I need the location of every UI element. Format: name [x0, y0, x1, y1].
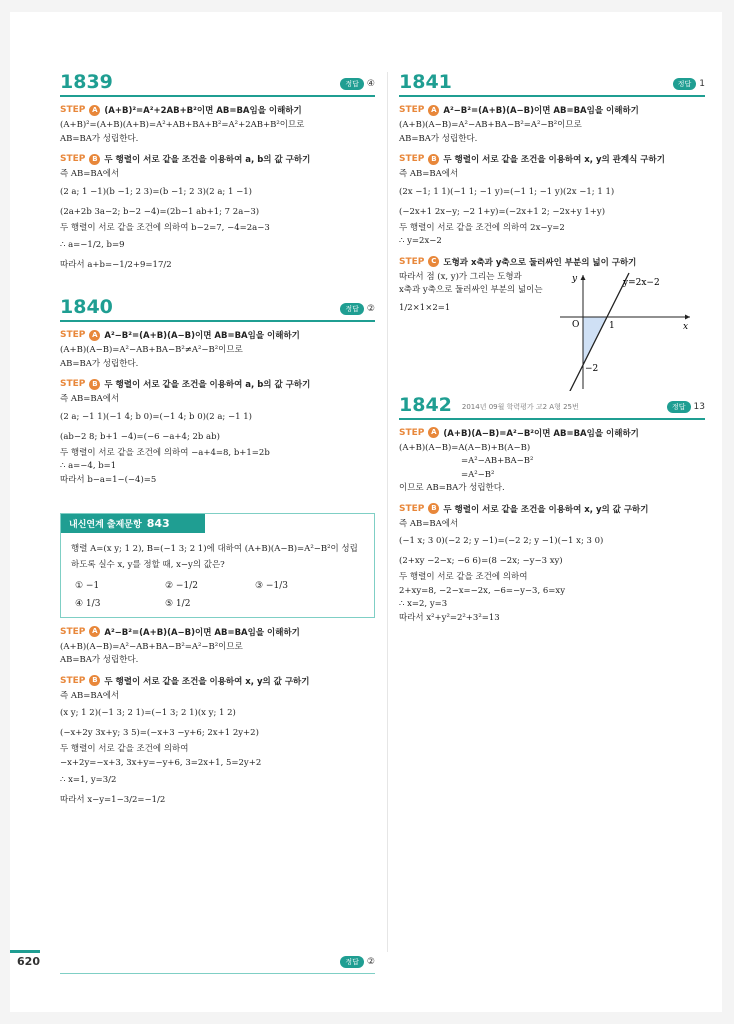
answer-value: ② [366, 304, 375, 314]
step-b [60, 378, 375, 390]
linked-problem-box [60, 513, 375, 618]
step-label: STEP [60, 330, 86, 340]
step-label: STEP [399, 154, 425, 164]
solution-line: (A+B)(A−B)=A²−AB+BA−B²=A²−B²이므로 [399, 120, 582, 130]
step-label: STEP [399, 105, 425, 115]
step-title: 두 행렬이 서로 같을 조건을 이용하여 a, b의 값 구하기 [104, 380, 311, 390]
option-5[interactable]: ⑤ 1/2 [165, 598, 191, 609]
step-a [60, 329, 375, 341]
step-title: (A+B)(A−B)=A²−B²이면 AB=BA임을 이해하기 [443, 428, 639, 439]
origin-label: O [572, 319, 580, 330]
step-a [399, 104, 705, 116]
solution-line: (−x+2y 3x+y; 3 5)=(−x+3 −y+6; 2x+1 2y+2) [60, 728, 259, 738]
solution-line: 두 행렬이 서로 같을 조건에 의하여 [60, 744, 189, 754]
problem-header [399, 395, 705, 420]
problem-1842 [399, 395, 705, 626]
step-title: A²−B²=(A+B)(A−B)이면 AB=BA임을 이해하기 [104, 331, 300, 341]
step-a [60, 104, 375, 116]
step-c [399, 256, 705, 268]
problem-header [60, 72, 375, 97]
step-badge: B [428, 503, 439, 514]
step-label: STEP [399, 427, 425, 438]
step-title: 도형과 x축과 y축으로 둘러싸인 부분의 넓이 구하기 [443, 257, 637, 268]
solution-line: (ab−2 8; b+1 −4)=(−6 −a+4; 2b ab) [60, 431, 220, 442]
step-title: A²−B²=(A+B)(A−B)이면 AB=BA임을 이해하기 [104, 627, 300, 638]
solution-line: (−2x+1 2x−y; −2 1+y)=(−2x+1 2; −2x+y 1+y) [399, 206, 606, 217]
step-title: 두 행렬이 서로 같을 조건을 이용하여 x, y의 값 구하기 [104, 676, 310, 687]
solution-line: AB=BA가 성립한다. [60, 133, 139, 144]
linked-problem-header [61, 514, 205, 533]
step-badge: B [428, 154, 439, 165]
right-column [399, 72, 705, 625]
step-label: STEP [60, 379, 86, 389]
solution-line: AB=BA가 성립한다. [399, 133, 478, 144]
step-badge: B [89, 379, 100, 390]
problem-header [60, 297, 375, 322]
linked-number: 843 [146, 517, 170, 530]
problem-1841 [399, 72, 705, 391]
solution-line: 두 행렬이 서로 같을 조건에 의하여 [399, 572, 528, 582]
answer-chip: 정답 [673, 78, 697, 90]
solution-line: ∴ x=2, y=3 [399, 599, 448, 609]
step-badge: B [89, 675, 100, 686]
solution-line: =A²−B² [461, 469, 495, 480]
linked-solution [60, 626, 375, 811]
step-badge: A [89, 105, 100, 116]
step-title: (A+B)²=A²+2AB+B²이면 AB=BA임을 이해하기 [104, 106, 302, 116]
step-badge: A [428, 427, 439, 438]
page-number: 620 [10, 950, 40, 968]
y-intercept-label: −2 [585, 363, 599, 374]
problem-1840 [60, 297, 375, 487]
solution-line: 두 행렬이 서로 같을 조건에 의하여 b−2=7, −4=2a−3 [60, 222, 270, 233]
solution-line: 이므로 AB=BA가 성립한다. [399, 483, 505, 493]
answer [340, 303, 375, 315]
step-label: STEP [60, 626, 86, 637]
area-text [399, 271, 549, 391]
step-badge: A [89, 626, 100, 637]
step-a [60, 626, 375, 638]
solution-line: (2 a; −1 1)(−1 4; b 0)=(−1 4; b 0)(2 a; −1 1) [60, 411, 252, 422]
step-b [399, 503, 705, 515]
step-title: 두 행렬이 서로 같을 조건을 이용하여 x, y의 관계식 구하기 [443, 155, 665, 165]
answer-chip: 정답 [340, 303, 364, 315]
y-axis-label: y [572, 273, 578, 284]
solution-line: (x y; 1 2)(−1 3; 2 1)=(−1 3; 2 1)(x y; 1 2) [60, 708, 236, 718]
answer-chip: 정답 [340, 78, 364, 90]
linked-problem-body [61, 533, 374, 617]
step-title: 두 행렬이 서로 같을 조건을 이용하여 x, y의 값 구하기 [443, 504, 649, 515]
problem-source: 2014년 09월 학력평가 고2 A형 25번 [461, 402, 579, 411]
solution-line: 즉 AB=BA에서 [399, 169, 459, 179]
solution-line: ∴ a=−1/2, b=9 [60, 240, 125, 250]
step-badge: A [428, 105, 439, 116]
solution-line: −x+2y=−x+3, 3x+y=−y+6, 3=2x+1, 5=2y+2 [60, 757, 262, 768]
answer-value: 13 [693, 401, 705, 412]
x-intercept-label: 1 [609, 320, 615, 331]
x-axis-label: x [683, 321, 689, 332]
solution-line: =A²−AB+BA−B² [461, 456, 534, 466]
answer-chip: 정답 [667, 401, 691, 413]
linked-answer-row [60, 956, 375, 974]
problem-number: 1840 [60, 296, 113, 318]
solution-line: 두 행렬이 서로 같을 조건에 의하여 −a+4=8, b+1=2b [60, 447, 270, 458]
step-label: STEP [60, 675, 86, 686]
solution-line: 따라서 x−y=1−3/2=−1/2 [60, 795, 166, 805]
solution-line: 따라서 a+b=−1/2+9=17/2 [60, 260, 172, 270]
step-title: 두 행렬이 서로 같을 조건을 이용하여 a, b의 값 구하기 [104, 155, 311, 165]
answer [340, 956, 375, 968]
problem-number: 1841 [399, 71, 452, 93]
solution-line: 즉 AB=BA에서 [399, 518, 459, 529]
solution-line: (2 a; 1 −1)(b −1; 2 3)=(b −1; 2 3)(2 a; 1 −1) [60, 186, 252, 197]
solution-line: (A+B)(A−B)=A²−AB+BA−B²≠A²−B²이므로 [60, 345, 243, 355]
option-3[interactable]: ③ −1/3 [255, 580, 288, 591]
step-badge: B [89, 154, 100, 165]
solution-line: 즉 AB=BA에서 [60, 169, 120, 179]
solution-line: 두 행렬이 서로 같을 조건에 의하여 2x−y=2 [399, 222, 565, 233]
solution-line: 따라서 점 (x, y)가 그리는 도형과 [399, 271, 522, 282]
solution-page [10, 12, 722, 1012]
step-b [60, 153, 375, 165]
step-b [399, 153, 705, 165]
solution-line: (2x −1; 1 1)(−1 1; −1 y)=(−1 1; −1 y)(2x −1; 1 1) [399, 186, 615, 197]
column-divider [387, 72, 388, 952]
solution-line: ∴ x=1, y=3/2 [60, 775, 117, 785]
step-label: STEP [399, 256, 425, 267]
solution-line: ∴ a=−4, b=1 [60, 461, 117, 471]
solution-line: 즉 AB=BA에서 [60, 690, 120, 701]
option-1[interactable]: ① −1 [75, 580, 100, 591]
question-line: 행렬 A=(x y; 1 2), B=(−1 3; 2 1)에 대하여 (A+B)(A−B)=A²−B²이 성립 [71, 544, 358, 554]
solution-line: (2+xy −2−x; −6 6)=(8 −2x; −y−3 xy) [399, 556, 563, 566]
graph-equation: y=2x−2 [623, 277, 660, 288]
answer-value: ② [366, 957, 375, 967]
solution-line: 1/2×1×2=1 [399, 302, 451, 313]
linked-label: 내신연계 출제문항 [69, 520, 142, 530]
y-axis-arrow [581, 275, 586, 280]
problem-header [399, 72, 705, 97]
solution-line: 즉 AB=BA에서 [60, 394, 120, 404]
answer [673, 78, 705, 90]
step-label: STEP [60, 105, 86, 115]
solution-line: (A+B)(A−B)=A²−AB+BA−B²=A²−B²이므로 [60, 641, 243, 652]
left-column [60, 72, 375, 810]
option-4[interactable]: ④ 1/3 [75, 598, 101, 609]
line-graph [555, 271, 695, 391]
answer-value: 1 [699, 79, 705, 89]
solution-line: x축과 y축으로 둘러싸인 부분의 넓이는 [399, 285, 543, 295]
step-badge: C [428, 256, 439, 267]
answer-options [75, 581, 364, 609]
solution-line: (A+B)(A−B)=A(A−B)+B(A−B) [399, 442, 531, 453]
area-section [399, 271, 705, 391]
x-axis-arrow [685, 314, 690, 319]
solution-line: (A+B)²=(A+B)(A+B)=A²+AB+BA+B²=A²+2AB+B²이므로 [60, 120, 305, 130]
step-b [60, 675, 375, 687]
solution-line: 2+xy=8, −2−x=−2x, −6=−y−3, 6=xy [399, 585, 565, 596]
answer-value: ④ [366, 79, 375, 89]
step-label: STEP [60, 154, 86, 164]
problem-1839 [60, 72, 375, 275]
answer [340, 78, 375, 90]
solution-line: ∴ y=2x−2 [399, 236, 442, 246]
step-a [399, 427, 705, 439]
solution-line: 따라서 x²+y²=2²+3²=13 [399, 612, 500, 623]
problem-number: 1842 [399, 393, 452, 416]
solution-line: (2a+2b 3a−2; b−2 −4)=(2b−1 ab+1; 7 2a−3) [60, 206, 260, 217]
step-title: A²−B²=(A+B)(A−B)이면 AB=BA임을 이해하기 [443, 106, 639, 116]
solution-line: AB=BA가 성립한다. [60, 358, 139, 369]
solution-line: 따라서 b−a=1−(−4)=5 [60, 474, 157, 485]
step-label: STEP [399, 503, 425, 514]
answer [667, 401, 705, 413]
solution-line: AB=BA가 성립한다. [60, 655, 139, 665]
option-2[interactable]: ② −1/2 [165, 580, 198, 591]
answer-chip: 정답 [340, 956, 364, 968]
step-badge: A [89, 330, 100, 341]
solution-line: (−1 x; 3 0)(−2 2; y −1)=(−2 2; y −1)(−1 x; 3 0) [399, 536, 604, 546]
question-line: 하도록 실수 x, y를 정할 때, x−y의 값은? [71, 560, 225, 570]
problem-number: 1839 [60, 71, 113, 93]
